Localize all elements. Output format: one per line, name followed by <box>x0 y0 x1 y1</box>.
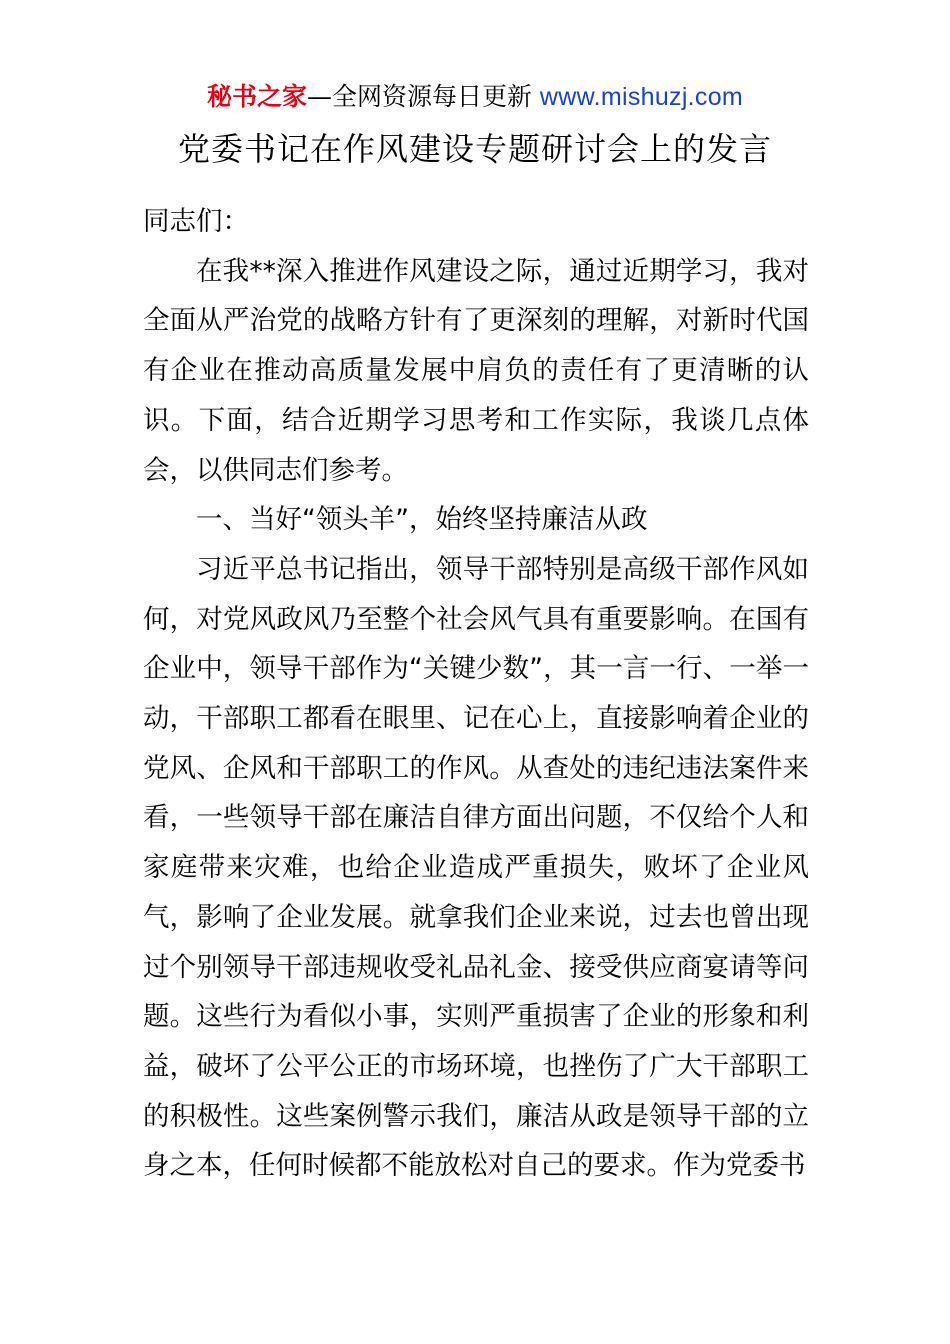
site-banner <box>0 80 950 114</box>
banner-tagline: —全网资源每日更新 <box>306 82 540 111</box>
intro-paragraph: 在我**深入推进作风建设之际，通过近期学习，我对全面从严治党的战略方针有了更深刻的理解，对新时代国有企业在推动高质量发展中肩负的责任有了更清晰的认识。下面，结合近期学习思考和工作实际，我谈几点体会，以供同志们参考。 <box>143 255 809 486</box>
salutation: 同志们： <box>143 206 249 237</box>
section-heading: 一、当好“领头羊”，始终坚持廉洁从政 <box>196 504 648 536</box>
document-title: 党委书记在作风建设专题研讨会上的发言 <box>177 130 772 168</box>
body-paragraph: 习近平总书记指出，领导干部特别是高级干部作风如何，对党风政风乃至整个社会风气具有重要影响。在国有企业中，领导干部作为“关键少数”，其一言一行、一举一动，干部职工都看在眼里、记在心上，直接影响着企业的党风、企风和干部职工的作风。从查处的违纪违法案件来看，一些领导干部在廉洁自律方面出问题，不仅给个人和家庭带来灾难，也给企业造成严重损失，败坏了企业风气，影响了企业发展。就拿我们企业来说，过去也曾出现过个别领导干部违规收受礼品礼金、接受供应商宴请等问题。这些行为看似小事，实则严重损害了企业的形象和利益，破坏了公平公正的市场环境，也挫伤了广大干部职工的积极性。这些案例警示我们，廉洁从政是领导干部的立身之本，任何时候都不能放松对自己的要求。作为党委书 <box>143 553 809 1182</box>
document-body <box>143 197 809 1191</box>
site-url-link[interactable]: www.mishuzj.com <box>539 83 744 111</box>
brand-name: 秘书之家 <box>206 82 307 111</box>
